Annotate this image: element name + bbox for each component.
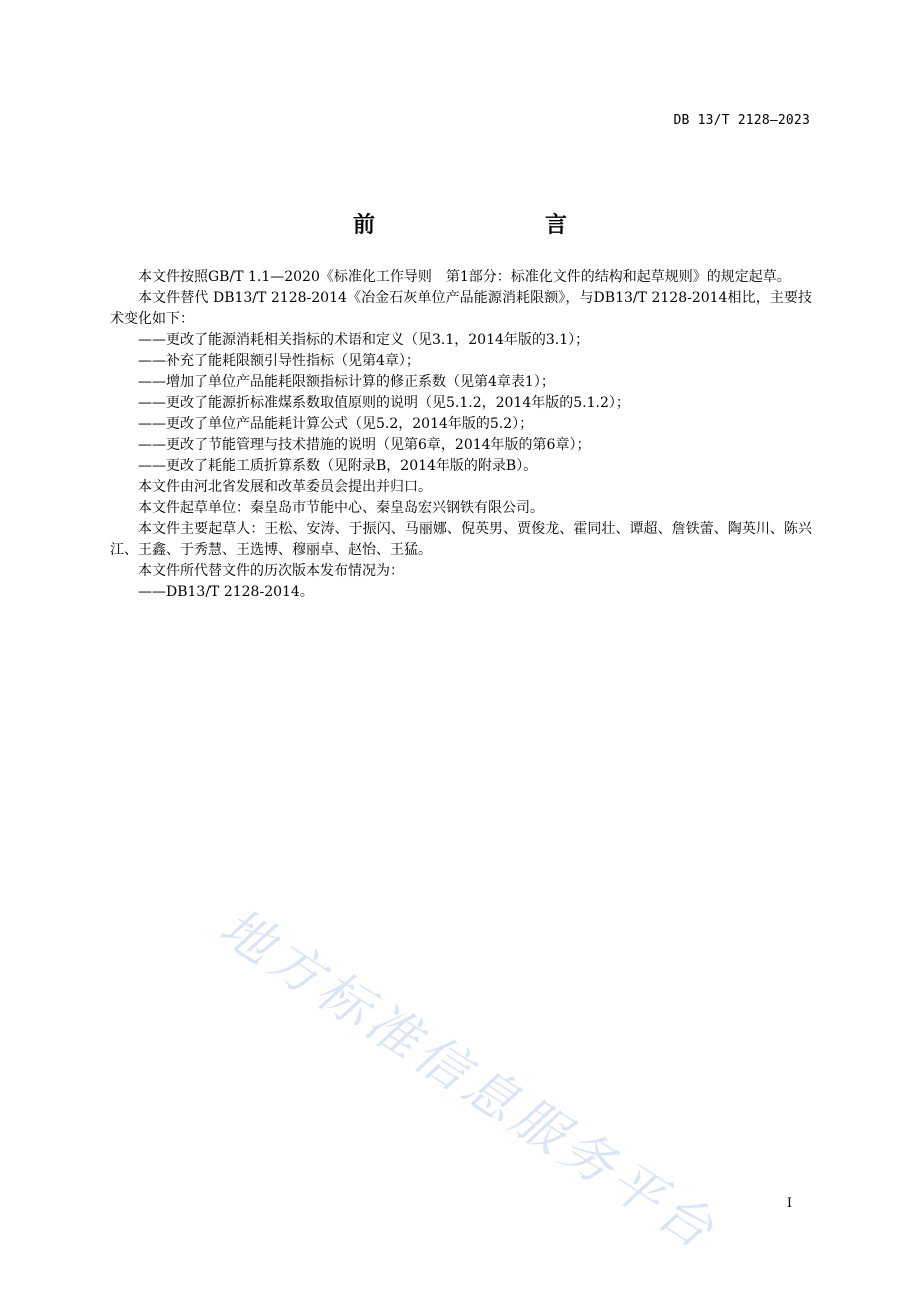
- paragraph-history-intro: 本文件所代替文件的历次版本发布情况为：: [138, 563, 404, 579]
- page-title: 前 言: [352, 213, 609, 238]
- history-item: ——DB13/T 2128-2014。: [138, 584, 314, 600]
- change-item: ——更改了能源折标准煤系数取值原则的说明（见5.1.2，2014年版的5.1.2）；: [138, 395, 630, 411]
- watermark: 地方标准信息服务平台: [208, 896, 728, 1264]
- paragraph-replacement: 本文件替代 DB13/T 2128-2014《冶金石灰单位产品能源消耗限额》，与DB13/T 2128-2014相比，主要技术变化如下：: [110, 290, 812, 327]
- change-item: ——更改了节能管理与技术措施的说明（见第6章，2014年版的第6章）；: [138, 437, 591, 453]
- change-item: ——更改了单位产品能耗计算公式（见5.2，2014年版的5.2）；: [138, 416, 534, 432]
- document-number: DB 13/T 2128—2023: [673, 113, 810, 128]
- change-item: ——更改了耗能工质折算系数（见附录B，2014年版的附录B）。: [138, 458, 538, 474]
- page-number: I: [786, 1196, 792, 1211]
- paragraph-drafters: 本文件主要起草人：王松、安涛、于振闪、马丽娜、倪英男、贾俊龙、霍同壮、谭超、詹铁蕾、陶英川、陈兴江、王鑫、于秀慧、王选博、穆丽卓、赵怡、王猛。: [110, 521, 812, 558]
- paragraph-proposer: 本文件由河北省发展和改革委员会提出并归口。: [138, 479, 432, 495]
- change-item: ——增加了单位产品能耗限额指标计算的修正系数（见第4章表1）；: [138, 374, 555, 390]
- change-item: ——补充了能耗限额引导性指标（见第4章）；: [138, 353, 420, 369]
- foreword-content: [110, 267, 812, 603]
- change-item: ——更改了能源消耗相关指标的术语和定义（见3.1，2014年版的3.1）；: [138, 332, 590, 348]
- paragraph-drafting-units: 本文件起草单位：秦皇岛市节能中心、秦皇岛宏兴钢铁有限公司。: [138, 500, 544, 516]
- paragraph-drafting-basis: 本文件按照GB/T 1.1—2020《标准化工作导则 第1部分：标准化文件的结构和起草规则》的规定起草。: [138, 269, 791, 285]
